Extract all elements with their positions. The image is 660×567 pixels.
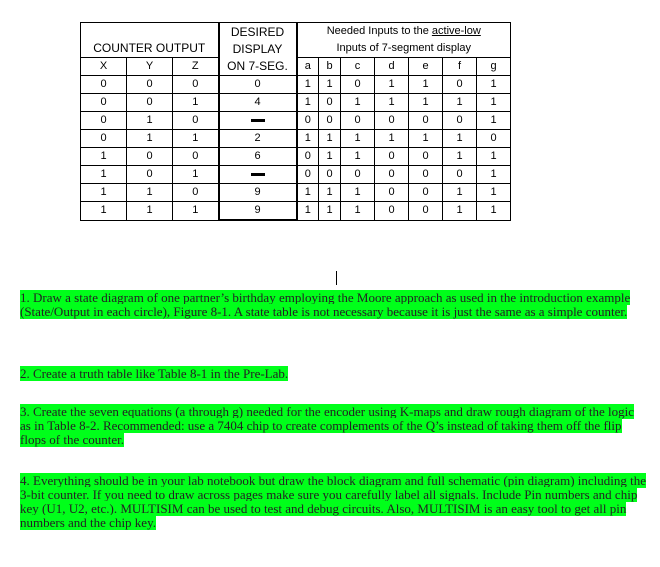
cell-seg-f: 1 <box>443 130 477 148</box>
cell-seg-e: 0 <box>409 148 443 166</box>
cell-seg-b: 0 <box>319 112 341 130</box>
cell-z: 0 <box>173 184 219 202</box>
cell-y: 1 <box>127 130 173 148</box>
cell-seg-a: 1 <box>297 130 319 148</box>
cell-display: 0 <box>219 76 297 94</box>
blank-display-dash <box>251 173 265 176</box>
blank-display-dash <box>251 119 265 122</box>
cell-y: 0 <box>127 76 173 94</box>
table-row <box>81 112 511 130</box>
cell-z: 1 <box>173 166 219 184</box>
cell-seg-f: 0 <box>443 76 477 94</box>
cell-seg-f: 0 <box>443 166 477 184</box>
cell-display: 4 <box>219 94 297 112</box>
cell-seg-b: 1 <box>319 202 341 221</box>
cell-seg-d: 1 <box>375 130 409 148</box>
cell-seg-a: 1 <box>297 184 319 202</box>
cell-seg-g: 1 <box>477 148 511 166</box>
cell-display <box>219 112 297 130</box>
cell-z: 1 <box>173 130 219 148</box>
cell-seg-g: 1 <box>477 184 511 202</box>
cell-y: 0 <box>127 166 173 184</box>
cell-seg-g: 1 <box>477 166 511 184</box>
cell-seg-c: 0 <box>341 112 375 130</box>
cell-seg-c: 1 <box>341 202 375 221</box>
cell-y: 0 <box>127 148 173 166</box>
col-header-d: d <box>375 58 409 76</box>
cell-seg-g: 1 <box>477 112 511 130</box>
cell-seg-f: 1 <box>443 94 477 112</box>
cell-seg-e: 0 <box>409 202 443 221</box>
table-row <box>81 130 511 148</box>
table-row <box>81 166 511 184</box>
cell-seg-e: 0 <box>409 166 443 184</box>
cell-seg-a: 1 <box>297 76 319 94</box>
col-header-a: a <box>297 58 319 76</box>
cell-seg-d: 1 <box>375 76 409 94</box>
cell-display: 9 <box>219 184 297 202</box>
cell-seg-a: 1 <box>297 94 319 112</box>
table-row <box>81 76 511 94</box>
cell-seg-g: 1 <box>477 94 511 112</box>
col-header-y: Y <box>127 58 173 76</box>
cell-seg-e: 1 <box>409 76 443 94</box>
counter-output-header: COUNTER OUTPUT <box>81 23 219 58</box>
cell-seg-d: 0 <box>375 112 409 130</box>
cell-seg-g: 1 <box>477 76 511 94</box>
cell-seg-b: 1 <box>319 130 341 148</box>
cell-display: 9 <box>219 202 297 221</box>
instruction-4: 4. Everything should be in your lab notebook but draw the block diagram and full schematic (pin diagram) including the 3-bit counter. If you need to draw across pages make sure you carefully label all signals. Include Pin numbers and chip key (U1, U2, etc.). MULTISIM can be used to test and debug circuits. Also, MULTISIM is an easy tool to get all pin numbers and the chip key. <box>20 473 647 530</box>
cell-seg-a: 0 <box>297 166 319 184</box>
cell-seg-g: 0 <box>477 130 511 148</box>
cell-seg-c: 0 <box>341 76 375 94</box>
cell-seg-g: 1 <box>477 202 511 221</box>
cell-seg-b: 0 <box>319 166 341 184</box>
table-row <box>81 94 511 112</box>
cell-y: 1 <box>127 184 173 202</box>
cell-x: 0 <box>81 112 127 130</box>
cell-x: 0 <box>81 94 127 112</box>
cell-z: 1 <box>173 202 219 221</box>
col-header-c: c <box>341 58 375 76</box>
cell-seg-d: 0 <box>375 202 409 221</box>
cell-display: 2 <box>219 130 297 148</box>
cell-display: 6 <box>219 148 297 166</box>
cell-seg-c: 0 <box>341 166 375 184</box>
cell-seg-d: 0 <box>375 148 409 166</box>
cell-seg-c: 1 <box>341 130 375 148</box>
cell-y: 1 <box>127 202 173 221</box>
cell-display <box>219 166 297 184</box>
table-row <box>81 148 511 166</box>
cell-seg-e: 1 <box>409 130 443 148</box>
col-header-x: X <box>81 58 127 76</box>
instruction-1: 1. Draw a state diagram of one partner’s birthday employing the Moore approach as used in the introduction example (State/Output in each circle), Figure 8-1. A state table is not necessary because it is just the same as a simple counter. <box>20 290 631 319</box>
cell-x: 1 <box>81 202 127 221</box>
needed-inputs-header: Needed Inputs to the active-low Inputs of 7-segment display <box>297 23 511 58</box>
cell-seg-d: 0 <box>375 166 409 184</box>
col-header-f: f <box>443 58 477 76</box>
cell-seg-a: 1 <box>297 202 319 221</box>
cell-z: 0 <box>173 112 219 130</box>
cell-seg-f: 1 <box>443 202 477 221</box>
cell-seg-d: 0 <box>375 184 409 202</box>
cell-seg-b: 1 <box>319 148 341 166</box>
truth-table <box>80 22 511 221</box>
cell-y: 1 <box>127 112 173 130</box>
cell-seg-b: 1 <box>319 184 341 202</box>
cell-x: 1 <box>81 148 127 166</box>
cell-z: 1 <box>173 94 219 112</box>
instruction-3: 3. Create the seven equations (a through g) needed for the encoder using K-maps and draw rough diagram of the logic as in Table 8-2. Recommended: use a 7404 chip to create complements of the Q’s instead of taking them off the flip flops of the counter. <box>20 404 635 447</box>
cell-seg-c: 1 <box>341 148 375 166</box>
cell-seg-a: 0 <box>297 148 319 166</box>
cell-x: 0 <box>81 130 127 148</box>
cell-seg-e: 1 <box>409 94 443 112</box>
cell-seg-c: 1 <box>341 184 375 202</box>
cell-z: 0 <box>173 148 219 166</box>
cell-x: 1 <box>81 184 127 202</box>
cell-seg-b: 0 <box>319 94 341 112</box>
cell-seg-f: 1 <box>443 184 477 202</box>
desired-display-header: DESIRED DISPLAY ON 7-SEG. <box>219 23 297 76</box>
cell-z: 0 <box>173 76 219 94</box>
cell-seg-b: 1 <box>319 76 341 94</box>
cell-seg-f: 1 <box>443 148 477 166</box>
table-row <box>81 202 511 221</box>
cell-seg-d: 1 <box>375 94 409 112</box>
instruction-2: 2. Create a truth table like Table 8-1 in the Pre-Lab. <box>20 366 289 381</box>
table-row <box>81 184 511 202</box>
cell-x: 1 <box>81 166 127 184</box>
cell-seg-a: 0 <box>297 112 319 130</box>
cell-y: 0 <box>127 94 173 112</box>
col-header-e: e <box>409 58 443 76</box>
cell-x: 0 <box>81 76 127 94</box>
cell-seg-e: 0 <box>409 112 443 130</box>
cell-seg-e: 0 <box>409 184 443 202</box>
text-cursor <box>336 271 337 285</box>
col-header-b: b <box>319 58 341 76</box>
col-header-z: Z <box>173 58 219 76</box>
cell-seg-f: 0 <box>443 112 477 130</box>
col-header-g: g <box>477 58 511 76</box>
cell-seg-c: 1 <box>341 94 375 112</box>
